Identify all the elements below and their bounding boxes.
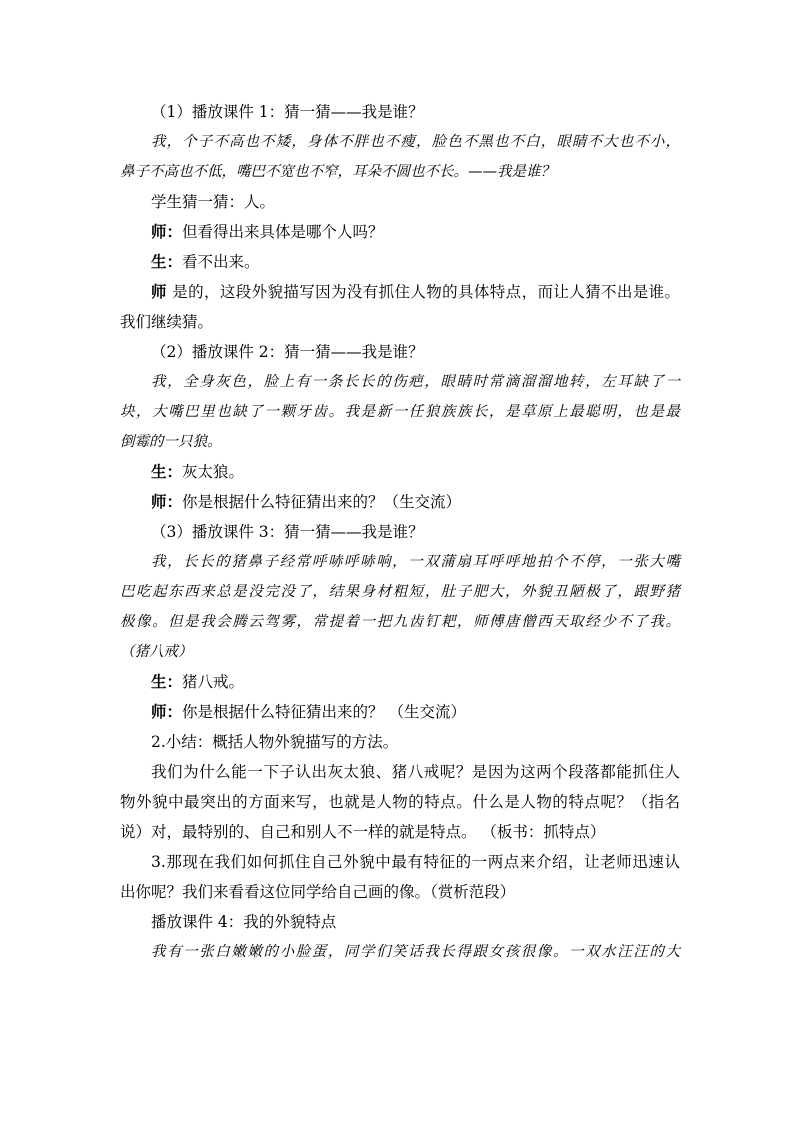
document-body: [120, 97, 680, 967]
sample-paragraph-line-1: 我有一张白嫩嫩的小脸蛋，同学们笑话我长得跟女孩很像。一双水汪汪的大: [151, 944, 680, 960]
riddle-3-line-4: （猪八戒）: [120, 644, 193, 660]
riddle-3-line-2: 巴吃起东西来总是没完没了，结果身材粗短，肚子肥大，外貌丑陋极了，跟野猪: [120, 584, 680, 600]
student-line: 灰太狼。: [182, 463, 245, 481]
teacher-question-3: [120, 697, 680, 727]
summary-line-2: 物外貌中最突出的方面来写，也就是人物的特点。什么是人物的特点呢？（指名: [120, 793, 680, 811]
riddle-3-line-1: 我，长长的猪鼻子经常呼哧呼哧响，一双蒲扇耳呼呼地拍个不停，一张大嘴: [151, 554, 680, 570]
step-3-line-2: 出你呢？我们来看看这位同学给自己画的像。（赏析范段）: [120, 883, 516, 901]
student-answer-2: [120, 457, 680, 487]
student-answer-3: [120, 667, 680, 697]
teacher-label: 师：: [151, 702, 183, 721]
student-guess: 学生猜一猜：人。: [151, 193, 276, 211]
section-2-heading: （2）播放课件 2：猜一猜——我是谁？: [151, 343, 424, 361]
teacher-line: 你是根据什么特征猜出来的？ （生交流）: [182, 703, 466, 721]
summary-heading: 2.小结：概括人物外貌描写的方法。: [151, 733, 399, 751]
student-line: 猪八戒。: [182, 673, 245, 691]
teacher-question-2: [120, 487, 680, 517]
step-3-line-1: 3.那现在我们如何抓住自己外貌中最有特征的一两点来介绍，让老师迅速认: [151, 853, 680, 871]
riddle-2-line-1: 我，全身灰色，脸上有一条长长的伤疤，眼睛时常滴溜溜地转，左耳缺了一: [151, 374, 680, 390]
student-label: 生：: [151, 252, 183, 271]
teacher-line: 你是根据什么特征猜出来的？（生交流）: [182, 493, 462, 511]
section-1-heading: （1）播放课件 1：猜一猜——我是谁？: [151, 103, 424, 121]
student-label: 生：: [151, 462, 183, 481]
riddle-2-line-2: 块，大嘴巴里也缺了一颗牙齿。我是新一任狼族族长，是草原上最聪明，也是最: [120, 404, 680, 420]
teacher-label: 师: [151, 282, 167, 301]
teacher-label: 师：: [151, 492, 183, 511]
riddle-1-line-1: 我，个子不高也不矮，身体不胖也不瘦，脸色不黑也不白，眼睛不大也不小，: [151, 134, 680, 150]
teacher-question-1: [120, 217, 680, 247]
section-3-heading: （3）播放课件 3：猜一猜——我是谁？: [151, 523, 424, 541]
riddle-1-line-2: 鼻子不高也不低，嘴巴不宽也不窄，耳朵不圆也不长。——我是谁？: [120, 164, 555, 180]
teacher-line: 是的，这段外貌描写因为没有抓住人物的具体特点，而让人猜不出是谁。: [166, 283, 680, 301]
summary-line-3: 说）对，最特别的、自己和别人不一样的就是特点。 （板书：抓特点）: [120, 823, 606, 841]
summary-line-1: 我们为什么能一下子认出灰太狼、猪八戒呢？是因为这两个段落都能抓住人: [151, 763, 680, 781]
student-label: 生：: [151, 672, 183, 691]
teacher-remark-line-2: 我们继续猜。: [120, 313, 214, 331]
riddle-3-line-3: 极像。但是我会腾云驾雾，常提着一把九齿钉耙，师傅唐僧西天取经少不了我。: [120, 614, 680, 630]
teacher-line: 但看得出来具体是哪个人吗？: [182, 223, 384, 241]
student-line: 看不出来。: [182, 253, 260, 271]
courseware-4-heading: 播放课件 4：我的外貌特点: [151, 913, 337, 931]
teacher-label: 师：: [151, 222, 183, 241]
teacher-remark-line-1: [120, 277, 680, 307]
riddle-2-line-3: 倒霉的一只狼。: [120, 434, 222, 450]
student-answer-1: [120, 247, 680, 277]
